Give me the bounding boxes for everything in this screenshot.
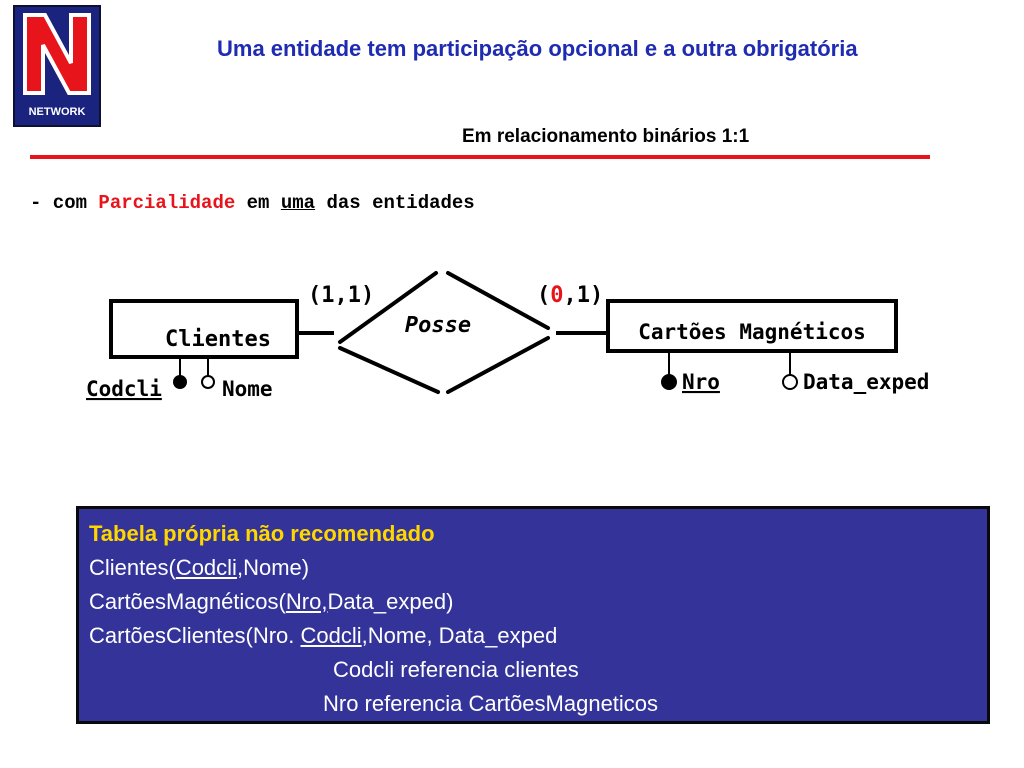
entity-label-clientes: Clientes bbox=[165, 327, 271, 352]
key-attribute-dot bbox=[662, 375, 676, 389]
relationship-label: Posse bbox=[404, 313, 472, 338]
intro-underlined: uma bbox=[280, 192, 316, 214]
intro-suffix: das entidades bbox=[315, 192, 475, 214]
note-line3-b: ,Nome, Data_exped bbox=[361, 623, 558, 648]
intro-prefix: - com bbox=[30, 192, 99, 214]
note-line1-key: Codcli bbox=[175, 555, 237, 580]
note-line3-a: CartõesClientes(Nro. bbox=[89, 623, 301, 648]
attribute-nome: Nome bbox=[222, 377, 273, 401]
attribute-data-exped: Data_exped bbox=[803, 370, 930, 394]
note-title: Tabela própria não recomendado bbox=[89, 521, 435, 546]
page-title: Uma entidade tem participação opcional e a outra obrigatória bbox=[217, 36, 858, 61]
key-attribute-dot bbox=[174, 376, 186, 388]
note-line2-key: Nro, bbox=[285, 589, 328, 614]
note-line-clientes bbox=[89, 551, 977, 585]
schema-note bbox=[76, 506, 990, 724]
cardinality-left: (1,1) bbox=[308, 283, 375, 308]
attribute-nro: Nro bbox=[682, 370, 720, 394]
attribute-codcli: Codcli bbox=[86, 377, 162, 401]
entity-label-cartoes: Cartões Magnéticos bbox=[638, 320, 866, 344]
logo-word: NETWORK bbox=[28, 106, 86, 118]
attribute-dot bbox=[202, 376, 214, 388]
cardinality-right-close: ,1) bbox=[563, 283, 604, 308]
note-line1-b: ,Nome) bbox=[236, 555, 310, 580]
note-line-fk-codcli: Codcli referencia clientes bbox=[333, 657, 579, 682]
note-line2-b: Data_exped) bbox=[327, 589, 454, 614]
note-line-cartoes bbox=[89, 585, 977, 619]
note-line-fk-nro: Nro referencia CartõesMagneticos bbox=[323, 691, 659, 716]
note-line-cartoesclientes bbox=[89, 619, 977, 653]
intro-highlight: Parcialidade bbox=[98, 192, 236, 214]
note-line3-key: Codcli bbox=[300, 623, 362, 648]
cardinality-right-open: ( bbox=[537, 283, 551, 308]
intro-middle: em bbox=[235, 192, 281, 214]
cardinality-right bbox=[537, 283, 603, 308]
note-line1-a: Clientes( bbox=[89, 555, 176, 580]
note-line2-a: CartõesMagnéticos( bbox=[89, 589, 286, 614]
page-subtitle: Em relacionamento binários 1:1 bbox=[462, 126, 750, 147]
attribute-dot bbox=[783, 375, 797, 389]
cardinality-right-zero: 0 bbox=[550, 283, 564, 308]
